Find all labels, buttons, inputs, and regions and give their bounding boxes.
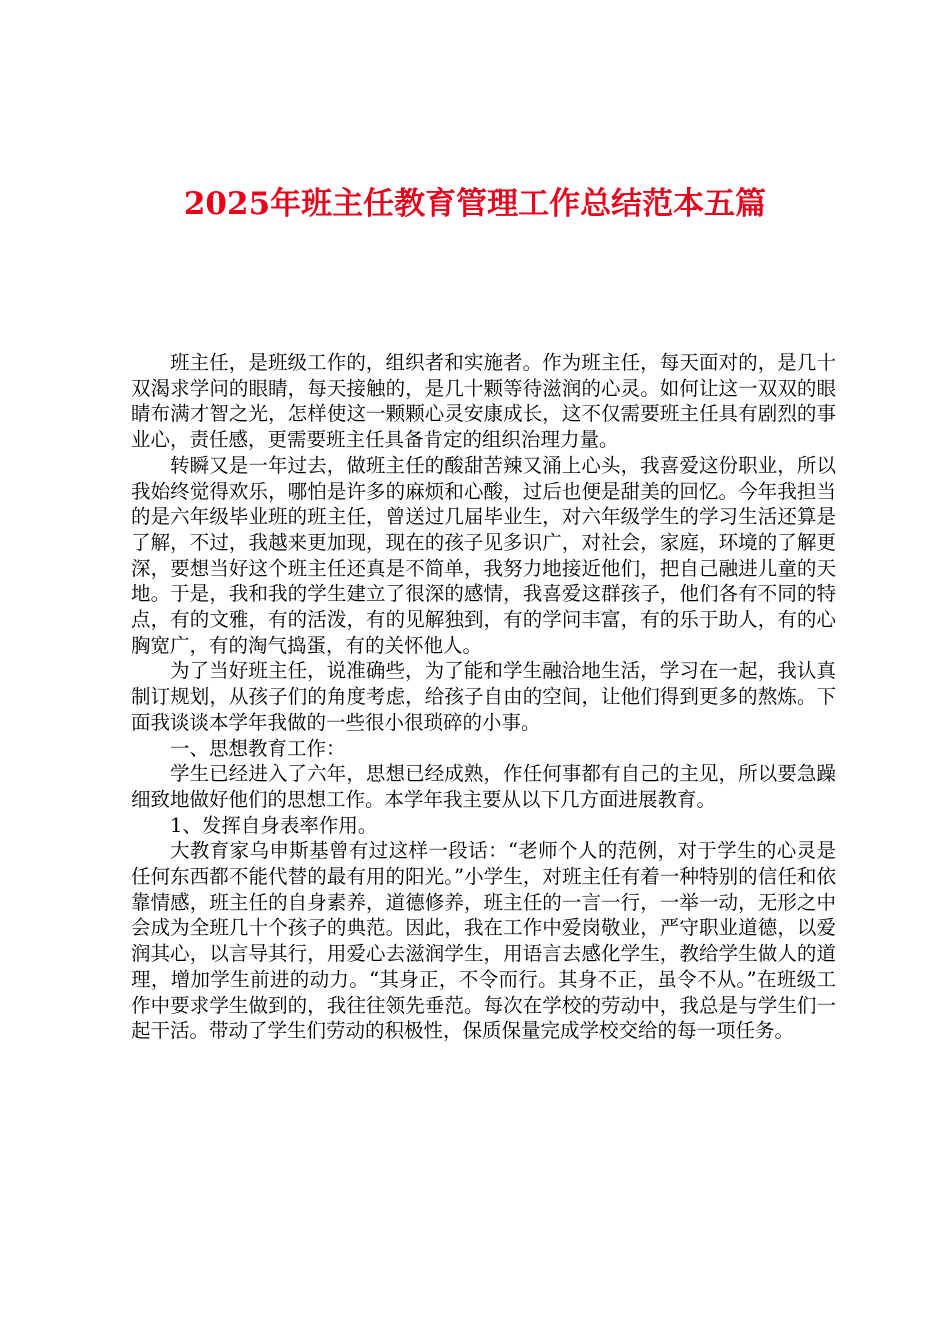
paragraph: 转瞬又是一年过去，做班主任的酸甜苦辣又涌上心头，我喜爱这份职业，所以我始终觉得欢乐，哪怕是许多的麻烦和心酸，过后也便是甜美的回忆。今年我担当的是六年级毕业班的班主任，曾送过几届毕业生，对六年级学生的学习生活还算是了解，不过，我越来更加现，现在的孩子见多识广，对社会，家庭，环境的了解更深，要想当好这个班主任还真是不简单，我努力地接近他们，把自己融进儿童的天地。于是，我和我的学生建立了很深的感情，我喜爱这群孩子，他们各有不同的特点，有的文雅，有的活泼，有的见解独到，有的学问丰富，有的乐于助人，有的心胸宽广，有的淘气捣蛋，有的关怀他人。 bbox=[131, 453, 836, 657]
paragraph: 大教育家乌申斯基曾有过这样一段话：“老师个人的范例，对于学生的心灵是任何东西都不能代替的最有用的阳光。”小学生，对班主任有着一种特别的信任和依靠情感，班主任的自身素养，道德修养，班主任的一言一行，一举一动，无形之中会成为全班几十个孩子的典范。因此，我在工作中爱岗敬业，严守职业道德，以爱润其心，以言导其行，用爱心去滋润学生，用语言去感化学生，教给学生做人的道理，增加学生前进的动力。“其身正，不令而行。其身不正，虽令不从。”在班级工作中要求学生做到的，我往往领先垂范。每次在学校的劳动中，我总是与学生们一起干活。带动了学生们劳动的积极性，保质保量完成学校交给的每一项任务。 bbox=[131, 839, 836, 1043]
section-heading: 一、思想教育工作： bbox=[170, 736, 346, 760]
document-title: 2025年班主任教育管理工作总结范本五篇 bbox=[183, 186, 767, 222]
paragraph: 为了当好班主任，说准确些，为了能和学生融洽地生活，学习在一起，我认真制订规划，从孩子们的角度考虑，给孩子自由的空间，让他们得到更多的熬炼。下面我谈谈本学年我做的一些很小很琐碎的小事。 bbox=[131, 659, 836, 734]
paragraph: 学生已经进入了六年，思想已经成熟，作任何事都有自己的主见，所以要急躁细致地做好他们的思想工作。本学年我主要从以下几方面进展教育。 bbox=[131, 762, 836, 811]
paragraph: 班主任，是班级工作的，组织者和实施者。作为班主任，每天面对的，是几十双渴求学问的眼睛，每天接触的，是几十颗等待滋润的心灵。如何让这一双双的眼睛布满才智之光，怎样使这一颗颗心灵安康成长，这不仅需要班主任具有剧烈的事业心，责任感，更需要班主任具备肯定的组织治理力量。 bbox=[131, 351, 836, 452]
subsection-heading: 1、发挥自身表率作用。 bbox=[170, 813, 378, 837]
document-body bbox=[131, 350, 836, 1044]
